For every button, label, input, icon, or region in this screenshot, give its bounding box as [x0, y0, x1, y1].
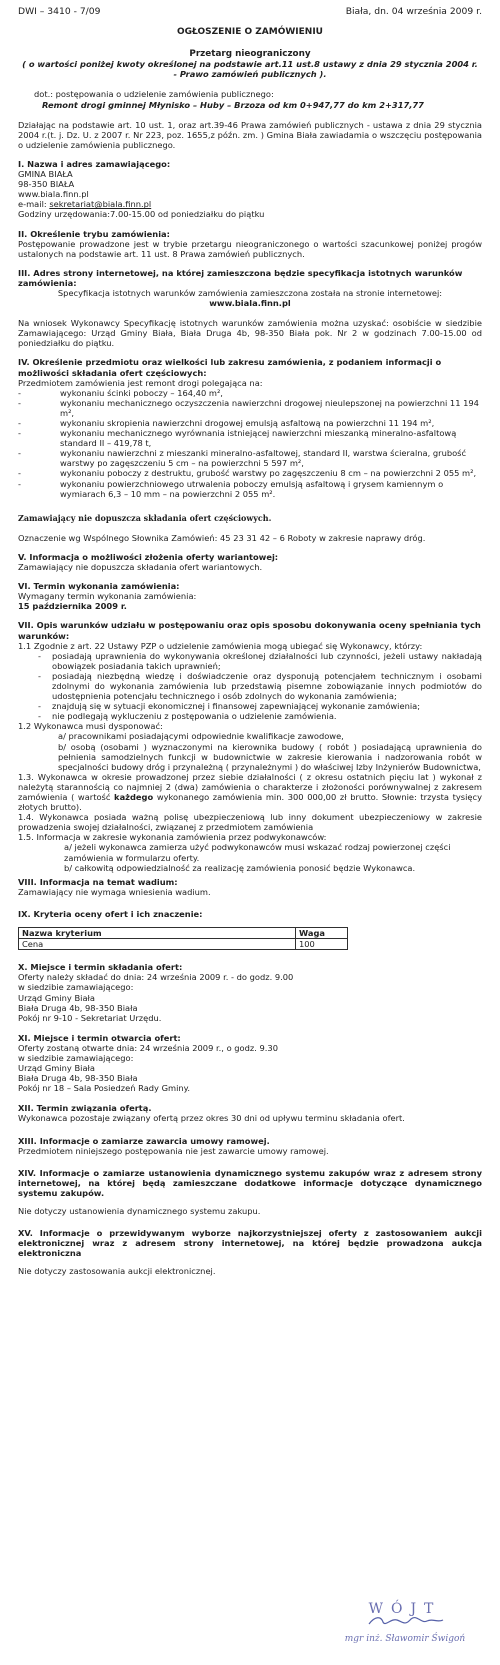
scope-item-text: wykonaniu skropienia nawierzchni drogowej emulsją asfaltową na powierzchni 11 194 m², [60, 418, 435, 428]
section-6-text: Wymagany termin wykonania zamówienia: [18, 591, 197, 602]
section-3-text: Na wniosek Wykonawcy Specyfikację istotnych warunków zamówienia można uzyskać: osobiście w siedzibie Zamawiającego: Urząd Gminy Biała, Biała Druga 4b, 98-350 Biała pok. Nr 2 w godzinach 7.00-15.00 od poniedziałku do piątku. [18, 318, 482, 349]
condition-1-2: 1.2 Wykonawca musi dysponować: [18, 721, 163, 732]
scope-item: - wykonaniu nawierzchni z mieszanki mineralno-asfaltowej, standard II, warstwa ścieralna, grubość warstwy po zagęszczeniu 5 cm – na powierzchni 5 597 m², [18, 448, 482, 468]
section-1 [18, 159, 482, 220]
section-9 [18, 909, 482, 950]
section-10-heading: X. Miejsce i termin składania ofert: [18, 962, 183, 973]
section-2 [18, 229, 482, 259]
scope-item: - wykonaniu mechanicznego oczyszczenia nawierzchni drogowej nieulepszonej na powierzchni 11 194 m², [18, 398, 482, 418]
table-row [19, 939, 348, 950]
intro-paragraph: Działając na podstawie art. 10 ust. 1, oraz art.39-46 Prawa zamówień publicznych - ustawa z dnia 29 stycznia 2004 r.(t. j. Dz. U. z 2007 r. Nr 223, poz. 1655,z późn. zm. ) Gmina Biała zawiadamia o wszczęciu postępowania o udzielenie zamówienia publicznego. [18, 119, 482, 150]
condition-1-3 [18, 772, 482, 812]
section-7-heading: VII. Opis warunków udziału w postępowaniu oraz opis sposobu dokonywania oceny spełniania tych warunków: [18, 620, 481, 641]
scope-item: - wykonaniu skropienia nawierzchni drogowej emulsją asfaltową na powierzchni 11 194 m², [18, 418, 482, 428]
website-link[interactable]: www.biala.finn.pl [18, 189, 89, 200]
completion-date: 15 października 2009 r. [18, 601, 127, 612]
section-2-text: Postępowanie prowadzone jest w trybie przetargu nieograniczonego o wartości szacunkowej poniżej progów ustalonych na podstawie art. 11 ust. 8 Prawa zamówień publicznych. [18, 238, 482, 259]
section-5-heading: V. Informacja o możliwości złożenia oferty wariantowej: [18, 551, 279, 562]
section-8 [18, 877, 482, 897]
condition-item-text: posiadają niezbędną wiedzę i doświadczenie oraz dysponują potencjałem technicznym i osobami zdolnymi do wykonania zamówienia lub przedstawią pisemne zobowiązanie innych podmiotów do udostępnienia potencjału technicznego i osób zdolnych do wykonania zamówienia; [52, 670, 482, 702]
office-hours: Godziny urzędowania:7.00-15.00 od poniedziałku do piątku [18, 209, 265, 220]
section-5-text: Zamawiający nie dopuszcza składania ofert wariantowych. [18, 562, 263, 573]
section-7 [18, 620, 482, 872]
section-11-heading: XI. Miejsce i termin otwarcia ofert: [18, 1032, 181, 1043]
section-3 [18, 268, 482, 349]
condition-1-1: 1.1 Zgodnie z art. 22 Ustawy PZP o udzielenie zamówienia mogą ubiegać się Wykonawcy, którzy: [18, 640, 423, 651]
scope-item-text: wykonaniu nawierzchni z mieszanki mineralno-asfaltowej, standard II, warstwa ścieralna, grubość warstwy po zagęszczeniu 5 cm – na powierzchni 5 597 m², [60, 448, 467, 469]
opening-date: Oferty zostaną otwarte dnia: 24 września 2009 r., o godz. 9.30 [18, 1042, 278, 1053]
tender-type: Przetarg nieograniczony [189, 49, 311, 60]
scope-item: - wykonaniu mechanicznego wyrównania istniejącej nawierzchni mieszanką mineralno-asfaltową standard II – 419,78 t, [18, 428, 482, 448]
section-14 [18, 1168, 482, 1216]
spec-url[interactable]: www.biala.finn.pl [209, 298, 291, 309]
scope-item-text: wykonaniu ścinki poboczy – 164,40 m², [60, 387, 223, 398]
section-11 [18, 1033, 482, 1094]
section-8-heading: VIII. Informacja na temat wadium: [18, 876, 178, 887]
reference-number: DWI – 3410 - 7/09 [18, 6, 101, 17]
section-10 [18, 962, 482, 1023]
submission-office: Urząd Gminy Biała [18, 992, 95, 1003]
condition-1-4: 1.4. Wykonawca posiada ważną polisę ubezpieczeniową lub inny dokument ubezpieczeniowy w zakresie prowadzenia swojej działalności, związanej z przedmiotem zamówienia [18, 812, 482, 833]
spec-info-line: Specyfikacja istotnych warunków zamówienia zamieszczona została na stronie internetowej: [57, 287, 443, 298]
condition-1-2-a: a/ pracownikami posiadającymi odpowiednie kwalifikacje zawodowe, [58, 731, 344, 742]
section-12 [18, 1103, 482, 1123]
email-label: e-mail: [18, 199, 50, 210]
document-header [18, 7, 482, 17]
section-12-heading: XII. Termin związania ofertą. [18, 1103, 152, 1114]
criteria-table [18, 927, 348, 950]
stamp-name: mgr inż. Sławomir Świgoń [344, 1634, 466, 1645]
section-13 [18, 1136, 482, 1156]
condition-1-2-b: b/ osobą (osobami ) wyznaczonymi na kierownika budowy ( robót ) posiadającą uprawnienia do pełnienia samodzielnych funkcji w budownictwie w zakresie kierowania i nadzorowania robót w specjalności budowy dróg i przynależną ( przynależnymi ) do właściwej Izby Inżynierów Budownictwa, [58, 741, 482, 772]
cpv-code: Oznaczenie wg Wspólnego Słownika Zamówień: 45 23 31 42 – 6 Roboty w zakresie naprawy dróg. [18, 532, 426, 543]
submission-deadline: Oferty należy składać do dnia: 24 września 2009 r. - do godz. 9.00 [18, 972, 294, 983]
place-date: Biała, dn. 04 września 2009 r. [345, 6, 482, 17]
condition-1-5-b: b/ całkowitą odpowiedzialność za realizację zamówienia ponosić będzie Wykonawca. [64, 862, 416, 873]
tender-basis-line2: - Prawo zamówień publicznych ). [173, 69, 327, 80]
section-4 [18, 357, 482, 543]
opening-room: Pokój nr 18 – Sala Posiedzeń Rady Gminy. [18, 1083, 191, 1094]
criteria-header-name: Nazwa kryterium [19, 928, 296, 939]
stamp-title: WÓJT [368, 1601, 442, 1617]
condition-1-5: 1.5. Informacja w zakresie wykonania zamówienia przez podwykonawców: [18, 832, 327, 843]
scope-item-text: wykonaniu poboczy z destruktu, grubość warstwy po zagęszczeniu 8 cm – na powierzchni 2 055 m², [60, 468, 477, 479]
opening-place-label: w siedzibie zamawiającego: [18, 1052, 134, 1063]
condition-item-text: posiadają uprawnienia do wykonywania określonej działalności lub czynności, jeżeli ustawy nakładają obowiązek posiadania takich uprawnień; [52, 650, 482, 671]
scope-item-text: wykonaniu powierzchniowego utrwalenia poboczy emulsją asfaltową i grysem kamiennym o wymiarach 6,3 – 10 mm – na powierzchni 2 055 m². [60, 478, 444, 499]
condition-item: - posiadają uprawnienia do wykonywania określonej działalności lub czynności, jeżeli ustawy nakładają obowiązek posiadania takich uprawnień; [38, 650, 482, 671]
signature-stamp [330, 1601, 480, 1645]
section-8-text: Zamawiający nie wymaga wniesienia wadium. [18, 886, 211, 897]
condition-item-text: nie podlegają wykluczeniu z postępowania o udzielenie zamówienia. [52, 711, 337, 722]
criteria-name: Cena [19, 939, 296, 950]
section-4-intro: Przedmiotem zamówienia jest remont drogi polegająca na: [18, 377, 263, 388]
scope-item-text: wykonaniu mechanicznego wyrównania istniejącej nawierzchni mieszanką mineralno-asfaltową standard II – 419,78 t, [60, 428, 457, 449]
scope-item: - wykonaniu powierzchniowego utrwalenia poboczy emulsją asfaltową i grysem kamiennym o wymiarach 6,3 – 10 mm – na powierzchni 2 055 m². [18, 479, 482, 499]
section-5 [18, 552, 482, 572]
section-14-heading: XIV. Informacje o zamiarze ustanowienia dynamicznego systemu zakupów wraz z adresem strony internetowej, na której będą zamieszczane dodatkowe informacje dotyczące dynamicznego systemu zakupów. [18, 1167, 482, 1198]
submission-room: Pokój nr 9-10 - Sekretariat Urzędu. [18, 1012, 162, 1023]
section-13-text: Przedmiotem niniejszego postępowania nie jest zawarcie umowy ramowej. [18, 1145, 329, 1156]
section-12-text: Wykonawca pozostaje związany ofertą przez okres 30 dni od upływu terminu składania ofert. [18, 1113, 405, 1124]
opening-office: Urząd Gminy Biała [18, 1063, 95, 1074]
criteria-header-weight: Waga [296, 928, 348, 939]
signature-scribble-icon [365, 1614, 445, 1628]
contracting-authority-line: GMINA BIAŁA [18, 169, 73, 180]
criteria-weight: 100 [296, 939, 348, 950]
section-13-heading: XIII. Informacje o zamiarze zawarcia umowy ramowej. [18, 1135, 270, 1146]
condition-item-text: znajdują się w sytuacji ekonomicznej i finansowej zapewniającej wykonanie zamówienia; [52, 701, 421, 712]
opening-address: Biała Druga 4b, 98-350 Biała [18, 1073, 138, 1084]
condition-1-5-a: a/ jeżeli wykonawca zamierza użyć podwykonawców musi wskazać rodzaj powierzonej części zamówienia w formularzu oferty. [64, 842, 451, 863]
condition-item: - nie podlegają wykluczeniu z postępowania o udzielenie zamówienia. [18, 711, 482, 721]
condition-1-3-text: 1.3. Wykonawca w okresie prowadzonej przez siebie działalności ( z okresu ostatnich pięciu lat ) wykonał z należytą starannością co najmniej 2 (dwa) zamówienia o charakterze i złożoności porównywalnej z zakresem zamówienia ( wartość [18, 771, 482, 802]
tender-basis-line1: ( o wartości poniżej kwoty określonej na podstawie art.11 ust.8 ustawy z dnia 29 stycznia 2004 r. [22, 59, 478, 70]
section-1-heading: I. Nazwa i adres zamawiającego: [18, 158, 171, 169]
condition-1-3-emphasis: każdego [114, 792, 154, 802]
no-partial-offers: Zamawiający nie dopuszcza składania ofert częściowych. [18, 512, 272, 523]
condition-item: - posiadają niezbędną wiedzę i doświadczenie oraz dysponują potencjałem technicznym i osobami zdolnymi do wykonania zamówienia lub przedstawią pisemne zobowiązanie innych podmiotów do udostępnienia potencjału technicznego i osób zdolnych do wykonania zamówienia; [38, 670, 482, 702]
section-3-heading: III. Adres strony internetowej, na której zamieszczona będzie specyfikacja istotnych warunków zamówienia: [18, 267, 463, 288]
table-row [19, 928, 348, 939]
scope-item: - wykonaniu poboczy z destruktu, grubość warstwy po zagęszczeniu 8 cm – na powierzchni 2 055 m², [18, 468, 482, 478]
scope-item: - wykonaniu ścinki poboczy – 164,40 m², [18, 388, 482, 398]
section-9-heading: IX. Kryteria oceny ofert i ich znaczenie: [18, 908, 203, 919]
submission-address: Biała Druga 4b, 98-350 Biała [18, 1002, 138, 1013]
section-15 [18, 1228, 482, 1276]
postal-address: 98-350 BIAŁA [18, 179, 75, 190]
email-link[interactable]: sekretariat@biala.finn.pl [49, 199, 152, 210]
scope-item-text: wykonaniu mechanicznego oczyszczenia nawierzchni drogowej nieulepszonej na powierzchni 11 194 m², [60, 397, 479, 418]
document-title: OGŁOSZENIE O ZAMÓWIENIU [177, 27, 323, 38]
section-15-text: Nie dotyczy zastosowania aukcji elektronicznej. [18, 1266, 216, 1277]
section-4-heading: IV. Określenie przedmiotu oraz wielkości lub zakresu zamówienia, z podaniem informacji o możliwości składania ofert częściowych: [18, 357, 442, 378]
subject-label: dot.: postępowania o udzielenie zamówienia publicznego: [34, 89, 274, 100]
submission-place-label: w siedzibie zamawiającego: [18, 982, 134, 993]
section-14-text: Nie dotyczy ustanowienia dynamicznego systemu zakupu. [18, 1206, 261, 1216]
condition-item: - znajdują się w sytuacji ekonomicznej i finansowej zapewniającej wykonanie zamówienia; [18, 701, 482, 711]
subject-reference [18, 89, 482, 109]
subject-title: Remont drogi gminnej Młynisko – Huby – Brzoza od km 0+947,77 do km 2+317,77 [42, 99, 424, 110]
section-6 [18, 581, 482, 611]
section-15-heading: XV. Informacje o przewidywanym wyborze najkorzystniejszej oferty z zastosowaniem aukcji elektronicznej wraz z adresem strony internetowej, na której będzie prowadzona aukcja elektroniczna [18, 1228, 482, 1259]
section-6-heading: VI. Termin wykonania zamówienia: [18, 581, 180, 592]
condition-1-3-text-end: wykonanego zamówienia min. 300 000,00 zł brutto. Słownie: trzysta tysięcy złotych brutto). [18, 792, 482, 813]
section-2-heading: II. Określenie trybu zamówienia: [18, 228, 170, 239]
email-line [18, 199, 482, 209]
